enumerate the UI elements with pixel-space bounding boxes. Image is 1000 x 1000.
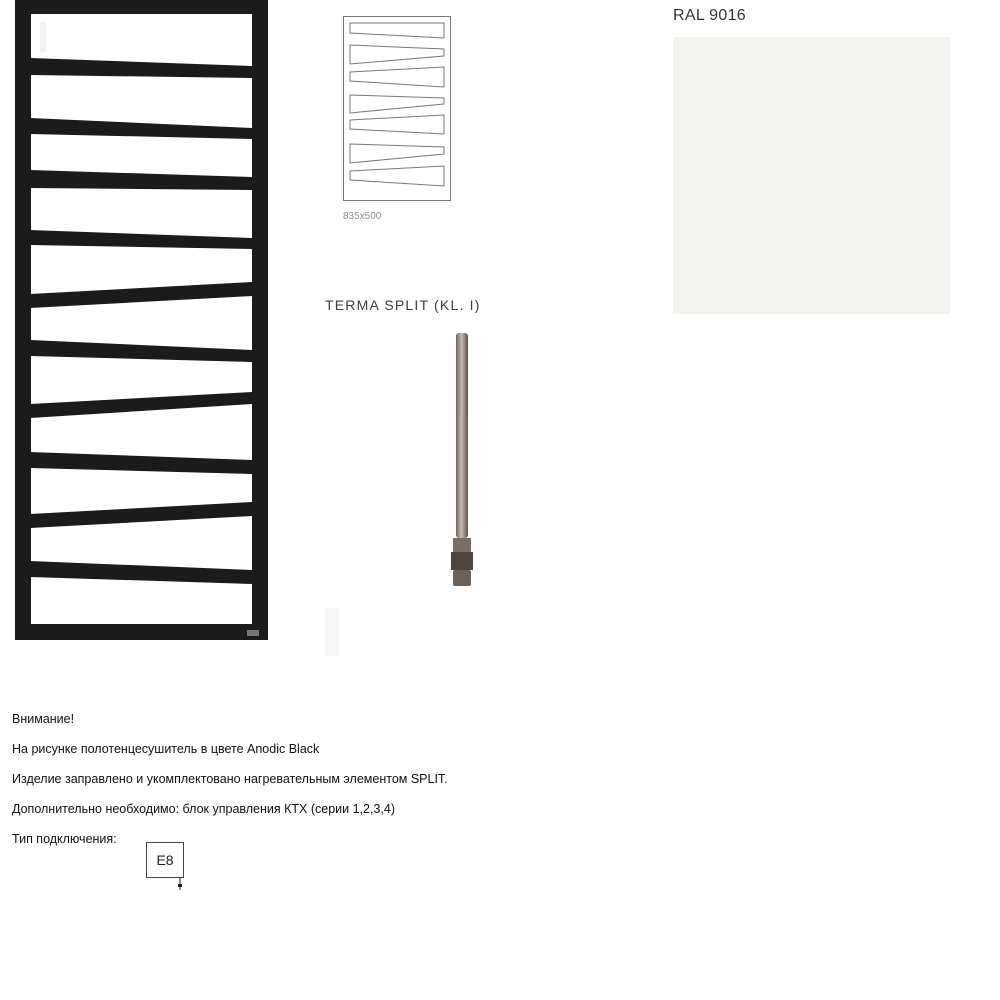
note-attention: Внимание! bbox=[12, 712, 75, 726]
color-code-title: RAL 9016 bbox=[673, 7, 746, 24]
outline-diagram bbox=[343, 16, 451, 201]
dimensions-label: 835x500 bbox=[343, 211, 382, 222]
heating-element bbox=[420, 325, 500, 605]
connection-type-label: Тип подключения: bbox=[12, 832, 117, 846]
color-swatch bbox=[673, 37, 950, 314]
connection-code: E8 bbox=[156, 852, 174, 868]
note-required-control: Дополнительно необходимо: блок управления КТХ (серии 1,2,3,4) bbox=[12, 802, 395, 816]
connection-code-box bbox=[146, 842, 184, 878]
radiator-photo bbox=[0, 0, 300, 640]
note-supplied-element: Изделие заправлено и укомплектовано нагревательным элементом SPLIT. bbox=[12, 772, 448, 786]
note-pictured-color: На рисунке полотенцесушитель в цвете Anodic Black bbox=[12, 742, 320, 756]
plug-icon bbox=[177, 878, 183, 890]
heating-element-title: TERMA SPLIT (KL. I) bbox=[325, 297, 481, 313]
decorative-stub bbox=[325, 608, 339, 656]
